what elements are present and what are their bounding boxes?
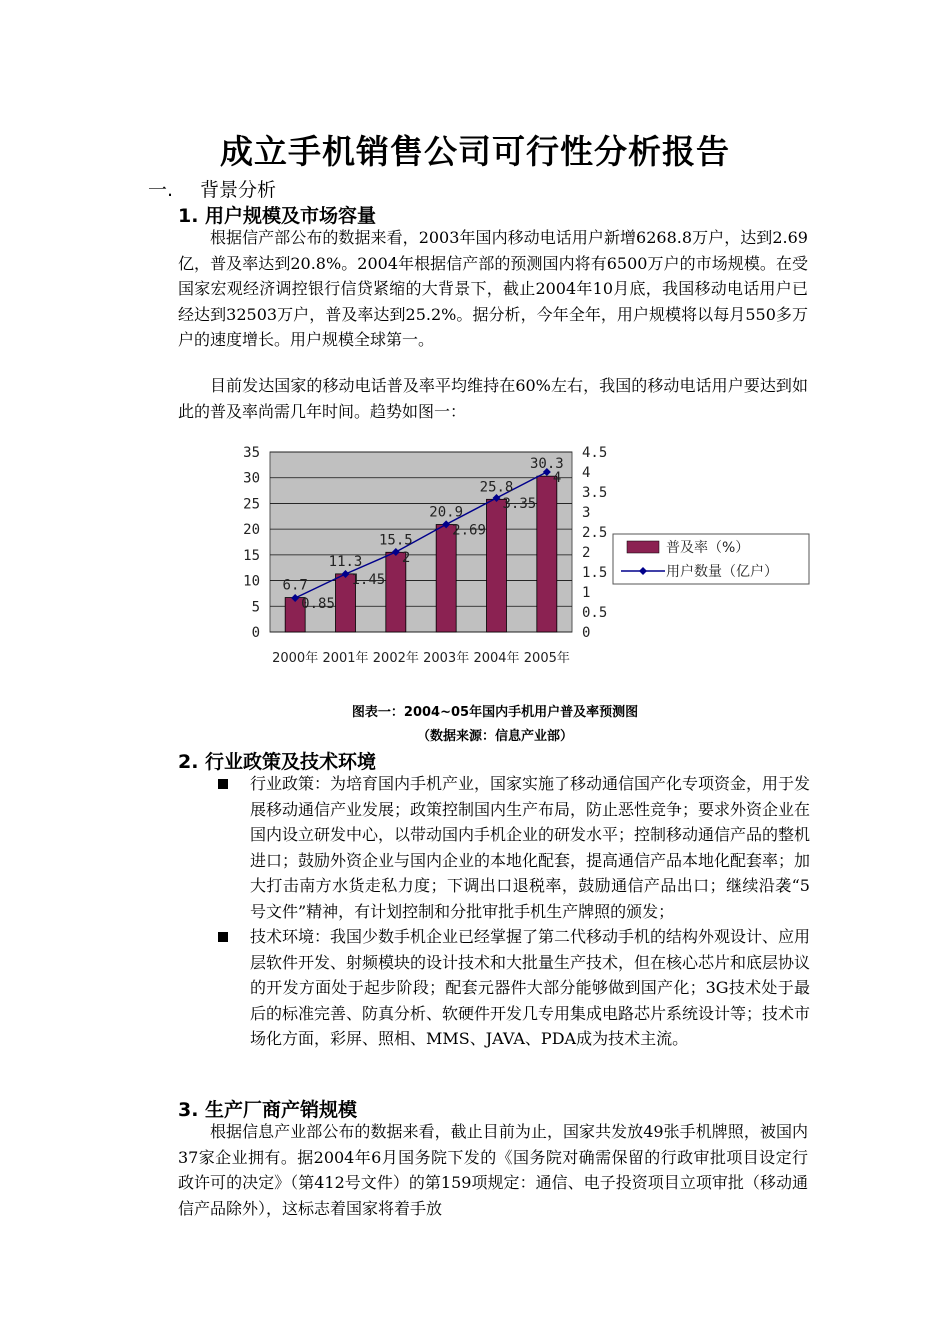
- category-label: 2002年: [372, 651, 419, 666]
- line-data-label: 0.85: [301, 596, 335, 612]
- left-axis-ticks: [243, 445, 260, 641]
- left-tick-label: 30: [243, 470, 260, 487]
- right-tick-label: 1: [582, 585, 591, 601]
- category-label: 2004年: [473, 651, 520, 666]
- bar-data-label: 11.3: [328, 553, 363, 570]
- category-labels: [272, 650, 570, 666]
- bullet-square-icon: [218, 932, 228, 942]
- bar-data-label: 20.9: [429, 504, 464, 521]
- left-tick-label: 25: [243, 496, 260, 513]
- paragraph-penetration-trend: 目前发达国家的移动电话普及率平均维持在60%左右，我国的移动电话用户要达到如此的普及率尚需几年时间。趋势如图一：: [178, 376, 808, 421]
- section-heading-background: [148, 175, 276, 202]
- bar-data-label: 6.7: [282, 577, 308, 594]
- line-data-label: 1.45: [351, 572, 386, 588]
- left-tick-label: 10: [243, 573, 260, 590]
- right-tick-label: 4: [582, 465, 591, 481]
- right-axis-ticks: [582, 445, 607, 641]
- section-number: 一.: [148, 179, 174, 201]
- bullet-square-icon: [218, 779, 228, 789]
- document-title: 成立手机销售公司可行性分析报告: [220, 132, 730, 171]
- subsection-heading-policy: 2. 行业政策及技术环境: [178, 751, 377, 773]
- legend-label-penetration: 普及率（%）: [666, 540, 750, 556]
- bullet-text: 技术环境：我国少数手机企业已经掌握了第二代移动手机的结构外观设计、应用层软件开发、射频模块的设计技术和大批量生产技术，但在核心芯片和底层协议的开发方面处于起步阶段；配套元器件大部分能够做到国产化；3G技术处于最后的标准完善、防真分析、软硬件开发几专用集成电路芯片系统设计等；技术市场化方面，彩屏、照相、MMS、JAVA、PDA成为技术主流。: [250, 927, 811, 1048]
- penetration-chart: [225, 438, 825, 678]
- category-label: 2000年: [272, 651, 319, 666]
- left-tick-label: 20: [243, 522, 260, 539]
- section-label: 背景分析: [200, 179, 277, 201]
- policy-bullet-list: [218, 771, 810, 1052]
- legend-bar-swatch: [627, 541, 659, 553]
- left-tick-label: 0: [251, 625, 260, 641]
- line-data-label: 4: [552, 470, 562, 486]
- bar-data-label: 30.3: [529, 456, 564, 473]
- left-tick-label: 15: [243, 547, 260, 564]
- figure-caption: 图表一：2004~05年国内手机用户普及率预测图: [351, 705, 639, 720]
- right-tick-label: 3.5: [582, 485, 608, 501]
- paragraph-production: 根据信息产业部公布的数据来看，截止目前为止，国家共发放49张手机牌照，被国内37家企业拥有。据2004年6月国务院下发的《国务院对确需保留的行政审批项目设定行政许可的决定》（第412号文件）的第159项规定：通信、电子投资项目立项审批（移动通信产品除外），这标志着国家将着手放: [178, 1122, 808, 1218]
- bar: [537, 476, 557, 632]
- legend-label-users: 用户数量（亿户）: [666, 564, 778, 580]
- left-tick-label: 5: [251, 599, 260, 616]
- line-data-label: 2: [401, 550, 411, 566]
- bar-data-label: 15.5: [378, 532, 413, 549]
- subsection-heading-production: 3. 生产厂商产销规模: [178, 1099, 358, 1121]
- paragraph-user-scale: 根据信产部公布的数据来看，2003年国内移动电话用户新增6268.8万户，达到2.69亿，普及率达到20.8%。2004年根据信产部的预测国内将有6500万户的市场规模。在受国家宏观经济调控银行信贷紧缩的大背景下，截止2004年10月底，我国移动电话用户已经达到32503万户，普及率达到25.2%。据分析，今年全年，用户规模将以每月550多万户的速度增长。用户规模全球第一。: [178, 228, 808, 349]
- bar: [436, 525, 456, 632]
- right-tick-label: 2: [582, 545, 591, 561]
- right-tick-label: 0.5: [582, 605, 608, 621]
- bar-data-label: 25.8: [479, 479, 514, 496]
- category-label: 2005年: [523, 651, 570, 666]
- figure-source: （数据来源：信息产业部）: [416, 729, 573, 744]
- bullet-text: 行业政策：为培育国内手机产业，国家实施了移动通信国产化专项资金，用于发展移动通信产业发展；政策控制国内生产布局，防止恶性竞争；要求外资企业在国内设立研发中心，以带动国内手机企业的研发水平；控制移动通信产品的整机进口；鼓励外资企业与国内企业的本地化配套，提高通信产品本地化配套率；加大打击南方水货走私力度；下调出口退税率，鼓励通信产品出口；继续沿袭“5号文件”精神，有计划控制和分批审批手机生产牌照的颁发；: [250, 774, 811, 921]
- category-label: 2003年: [423, 651, 470, 666]
- line-data-label: 2.69: [452, 522, 486, 539]
- list-item-tech-environment: [218, 924, 810, 1052]
- right-tick-label: 3: [582, 505, 591, 521]
- right-tick-label: 0: [582, 625, 591, 641]
- right-tick-label: 1.5: [582, 565, 608, 581]
- line-data-label: 3.35: [502, 496, 537, 512]
- right-tick-label: 2.5: [582, 525, 608, 541]
- legend: [613, 534, 809, 584]
- category-label: 2001年: [322, 651, 369, 666]
- subsection-heading-user-scale: 1. 用户规模及市场容量: [178, 205, 377, 227]
- right-tick-label: 4.5: [582, 445, 608, 461]
- left-tick-label: 35: [243, 445, 260, 461]
- bar: [487, 499, 507, 632]
- list-item-industry-policy: [218, 771, 810, 924]
